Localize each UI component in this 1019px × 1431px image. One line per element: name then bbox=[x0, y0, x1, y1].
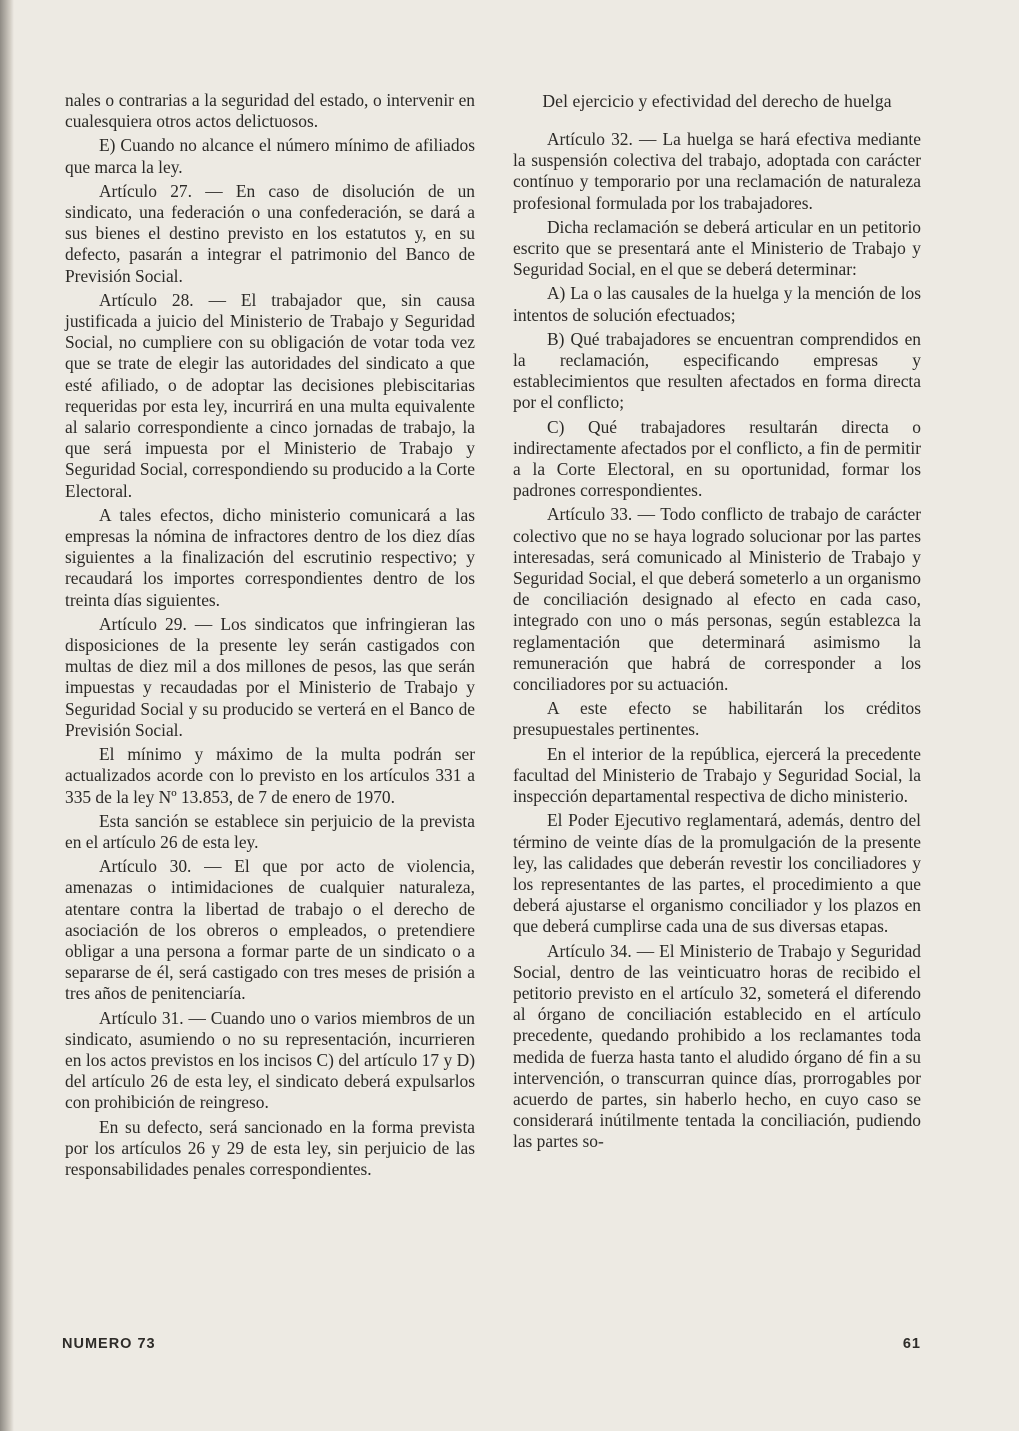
paragraph: Artículo 34. — El Ministerio de Trabajo y Seguridad Social, dentro de las veinticuatro horas de recibido el petitorio previsto en el artículo 32, someterá el diferendo al órgano de conciliación establecido en el artículo precedente, quedando prohibido a los reclamantes toda medida de fuerza hasta tanto el aludido órgano dé fin a su intervención, o transcurran quince días, prorrogables por acuerdo de partes, sin haberlo hecho, en cuyo caso se considerará inútilmente tentada la conciliación, pudiendo las partes so- bbox=[513, 940, 921, 1152]
paragraph: El Poder Ejecutivo reglamentará, además, dentro del término de veinte días de la promulgación de la presente ley, las calidades que deberán revestir los conciliadores y los representantes de las partes, el procedimiento a que deberá ajustarse el organismo conciliador y los plazos en que deberá cumplirse cada una de sus diversas etapas. bbox=[513, 810, 921, 937]
paragraph: A) La o las causales de la huelga y la mención de los intentos de solución efectuados; bbox=[513, 283, 921, 325]
paragraph: nales o contrarias a la seguridad del estado, o intervenir en cualesquiera otros actos delictuosos. bbox=[65, 90, 475, 132]
page-spine-shadow bbox=[0, 0, 14, 1431]
paragraph: Artículo 28. — El trabajador que, sin causa justificada a juicio del Ministerio de Trabajo y Seguridad Social, no cumpliere con su obligación de votar toda vez que se trate de elegir las autoridades del sindicato a que esté afiliado, o de adoptar las decisiones plebiscitarias requeridas por esta ley, incurrirá en una multa equivalente al salario correspondiente a cinco jornadas de trabajo, la que será impuesta por el Ministerio de Trabajo y Seguridad Social, correspondiendo su producido a la Corte Electoral. bbox=[65, 289, 475, 501]
paragraph: El mínimo y máximo de la multa podrán ser actualizados acorde con lo previsto en los artículos 331 a 335 de la ley Nº 13.853, de 7 de enero de 1970. bbox=[65, 744, 475, 807]
paragraph: A tales efectos, dicho ministerio comunicará a las empresas la nómina de infractores dentro de los diez días siguientes a la finalización del escrutinio respectivo; y recaudará los importes correspondientes dentro de los treinta días siguientes. bbox=[65, 504, 475, 610]
paragraph: Esta sanción se establece sin perjuicio de la prevista en el artículo 26 de esta ley. bbox=[65, 810, 475, 852]
paragraph: B) Qué trabajadores se encuentran comprendidos en la reclamación, especificando empresas y establecimientos que resulten afectados en forma directa por el conflicto; bbox=[513, 328, 921, 413]
paragraph: Artículo 27. — En caso de disolución de un sindicato, una federación o una confederación, se dará a sus bienes el destino previsto en los estatutos y, en su defecto, pasarán a integrar el patrimonio del Banco de Previsión Social. bbox=[65, 180, 475, 286]
footer-issue-number: NUMERO 73 bbox=[62, 1336, 156, 1352]
footer-page-number: 61 bbox=[902, 1336, 921, 1352]
paragraph: E) Cuando no alcance el número mínimo de afiliados que marca la ley. bbox=[65, 135, 475, 177]
right-column-body bbox=[513, 129, 921, 1153]
paragraph: Artículo 33. — Todo conflicto de trabajo de carácter colectivo que no se haya logrado solucionar por las partes interesadas, será comunicado al Ministerio de Trabajo y Seguridad Social, el que deberá someterlo a un organismo de conciliación designado al efecto en cada caso, integrado con uno o más personas, según establezca la reglamentación que determinará asimismo la remuneración que habrá de corresponder a los conciliadores por su actuación. bbox=[513, 504, 921, 695]
paragraph: Dicha reclamación se deberá articular en un petitorio escrito que se presentará ante el Ministerio de Trabajo y Seguridad Social, en el que se deberá determinar: bbox=[513, 216, 921, 280]
right-column bbox=[513, 90, 921, 1156]
paragraph: C) Qué trabajadores resultarán directa o indirectamente afectados por el conflicto, a fin de permitir a la Corte Electoral, en su oportunidad, formar los padrones correspondientes. bbox=[513, 416, 921, 501]
paragraph: Artículo 32. — La huelga se hará efectiva mediante la suspensión colectiva del trabajo, adoptada con carácter contínuo y temporario por una reclamación de naturaleza profesional formulada por los trabajadores. bbox=[513, 129, 921, 213]
paragraph: En el interior de la república, ejercerá la precedente facultad del Ministerio de Trabajo y Seguridad Social, la inspección departamental respectiva de dicho ministerio. bbox=[513, 743, 921, 807]
paragraph: Artículo 30. — El que por acto de violencia, amenazas o intimidaciones de cualquier naturaleza, atentare contra la libertad de trabajo o el derecho de asociación de los obreros o empleados, o pretendiere obligar a una persona a formar parte de un sindicato o a separarse de él, será castigado con tres meses de prisión a tres años de penitenciaría. bbox=[65, 856, 475, 1004]
paragraph: Artículo 29. — Los sindicatos que infringieran las disposiciones de la presente ley serán castigados con multas de diez mil a dos millones de pesos, las que serán impuestas y recaudadas por el Ministerio de Trabajo y Seguridad Social y su producido se verterá en el Banco de Previsión Social. bbox=[65, 613, 475, 740]
paragraph: Artículo 31. — Cuando uno o varios miembros de un sindicato, asumiendo o no su representación, incurrieren en los actos previstos en los incisos C) del artículo 17 y D) del artículo 26 de esta ley, el sindicato deberá expulsarlos con prohibición de reingreso. bbox=[65, 1007, 475, 1113]
paragraph: A este efecto se habilitarán los créditos presupuestales pertinentes. bbox=[513, 698, 921, 740]
left-column bbox=[65, 90, 475, 1183]
paragraph: En su defecto, será sancionado en la forma prevista por los artículos 26 y 29 de esta ley, sin perjuicio de las responsabilidades penales correspondientes. bbox=[65, 1116, 475, 1179]
section-heading: Del ejercicio y efectividad del derecho de huelga bbox=[542, 91, 892, 111]
